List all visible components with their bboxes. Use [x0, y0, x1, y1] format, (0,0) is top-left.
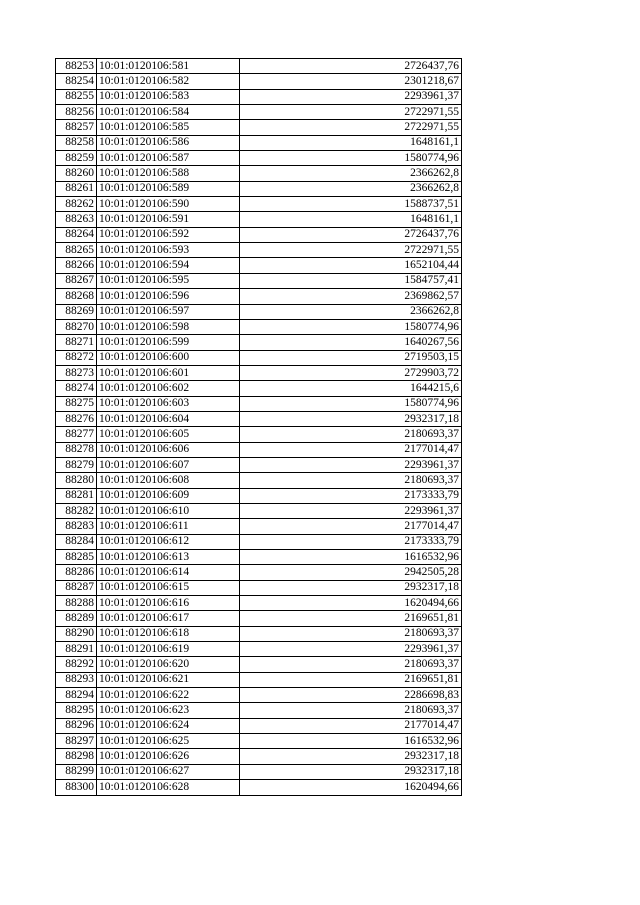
cadastral-number-cell: 10:01:0120106:596 — [97, 289, 240, 304]
row-number-cell: 88268 — [56, 289, 97, 304]
row-number-cell: 88266 — [56, 258, 97, 273]
row-number-cell: 88298 — [56, 749, 97, 764]
row-number-cell: 88279 — [56, 457, 97, 472]
value-cell: 1616532,96 — [240, 550, 462, 565]
table-row — [56, 151, 462, 166]
table-row — [56, 642, 462, 657]
cadastral-number-cell: 10:01:0120106:590 — [97, 197, 240, 212]
value-cell: 2293961,37 — [240, 642, 462, 657]
value-cell: 1620494,66 — [240, 596, 462, 611]
row-number-cell: 88269 — [56, 304, 97, 319]
table-row — [56, 243, 462, 258]
value-cell: 2293961,37 — [240, 457, 462, 472]
table-row — [56, 703, 462, 718]
value-cell: 2932317,18 — [240, 764, 462, 779]
cadastral-number-cell: 10:01:0120106:606 — [97, 442, 240, 457]
value-cell: 1640267,56 — [240, 335, 462, 350]
row-number-cell: 88286 — [56, 565, 97, 580]
table-row — [56, 396, 462, 411]
data-table — [55, 58, 462, 796]
value-cell: 2366262,8 — [240, 304, 462, 319]
cadastral-number-cell: 10:01:0120106:622 — [97, 688, 240, 703]
table-row — [56, 519, 462, 534]
value-cell: 2180693,37 — [240, 626, 462, 641]
cadastral-number-cell: 10:01:0120106:617 — [97, 611, 240, 626]
cadastral-number-cell: 10:01:0120106:588 — [97, 166, 240, 181]
value-cell: 2932317,18 — [240, 580, 462, 595]
value-cell: 2722971,55 — [240, 243, 462, 258]
table-row — [56, 764, 462, 779]
table-row — [56, 120, 462, 135]
table-row — [56, 657, 462, 672]
row-number-cell: 88275 — [56, 396, 97, 411]
cadastral-number-cell: 10:01:0120106:595 — [97, 273, 240, 288]
value-cell: 2293961,37 — [240, 503, 462, 518]
row-number-cell: 88261 — [56, 181, 97, 196]
cadastral-number-cell: 10:01:0120106:614 — [97, 565, 240, 580]
table-row — [56, 442, 462, 457]
value-cell: 2169651,81 — [240, 611, 462, 626]
value-cell: 1580774,96 — [240, 319, 462, 334]
row-number-cell: 88258 — [56, 135, 97, 150]
row-number-cell: 88282 — [56, 503, 97, 518]
row-number-cell: 88289 — [56, 611, 97, 626]
row-number-cell: 88262 — [56, 197, 97, 212]
cadastral-number-cell: 10:01:0120106:583 — [97, 89, 240, 104]
value-cell: 2932317,18 — [240, 411, 462, 426]
cadastral-number-cell: 10:01:0120106:612 — [97, 534, 240, 549]
value-cell: 1616532,96 — [240, 734, 462, 749]
value-cell: 2942505,28 — [240, 565, 462, 580]
cadastral-number-cell: 10:01:0120106:613 — [97, 550, 240, 565]
value-cell: 2180693,37 — [240, 473, 462, 488]
table-row — [56, 135, 462, 150]
value-cell: 2932317,18 — [240, 749, 462, 764]
row-number-cell: 88276 — [56, 411, 97, 426]
table-row — [56, 365, 462, 380]
table-row — [56, 59, 462, 74]
row-number-cell: 88300 — [56, 780, 97, 795]
row-number-cell: 88272 — [56, 350, 97, 365]
row-number-cell: 88274 — [56, 381, 97, 396]
row-number-cell: 88260 — [56, 166, 97, 181]
value-cell: 1644215,6 — [240, 381, 462, 396]
cadastral-number-cell: 10:01:0120106:620 — [97, 657, 240, 672]
table-row — [56, 596, 462, 611]
value-cell: 1648161,1 — [240, 212, 462, 227]
cadastral-number-cell: 10:01:0120106:627 — [97, 764, 240, 779]
cadastral-number-cell: 10:01:0120106:587 — [97, 151, 240, 166]
row-number-cell: 88257 — [56, 120, 97, 135]
row-number-cell: 88255 — [56, 89, 97, 104]
row-number-cell: 88287 — [56, 580, 97, 595]
table-row — [56, 197, 462, 212]
value-cell: 2173333,79 — [240, 488, 462, 503]
cadastral-number-cell: 10:01:0120106:611 — [97, 519, 240, 534]
cadastral-number-cell: 10:01:0120106:600 — [97, 350, 240, 365]
value-cell: 2180693,37 — [240, 657, 462, 672]
row-number-cell: 88288 — [56, 596, 97, 611]
value-cell: 1588737,51 — [240, 197, 462, 212]
row-number-cell: 88253 — [56, 59, 97, 74]
value-cell: 2173333,79 — [240, 534, 462, 549]
cadastral-number-cell: 10:01:0120106:586 — [97, 135, 240, 150]
cadastral-number-cell: 10:01:0120106:616 — [97, 596, 240, 611]
table-row — [56, 304, 462, 319]
cadastral-number-cell: 10:01:0120106:602 — [97, 381, 240, 396]
value-cell: 2286698,83 — [240, 688, 462, 703]
row-number-cell: 88270 — [56, 319, 97, 334]
table-row — [56, 611, 462, 626]
cadastral-number-cell: 10:01:0120106:623 — [97, 703, 240, 718]
cadastral-number-cell: 10:01:0120106:615 — [97, 580, 240, 595]
row-number-cell: 88264 — [56, 227, 97, 242]
table-row — [56, 672, 462, 687]
row-number-cell: 88285 — [56, 550, 97, 565]
cadastral-number-cell: 10:01:0120106:624 — [97, 718, 240, 733]
value-cell: 2726437,76 — [240, 227, 462, 242]
table-row — [56, 734, 462, 749]
table-row — [56, 565, 462, 580]
table-row — [56, 212, 462, 227]
row-number-cell: 88263 — [56, 212, 97, 227]
value-cell: 2177014,47 — [240, 442, 462, 457]
row-number-cell: 88299 — [56, 764, 97, 779]
value-cell: 2180693,37 — [240, 703, 462, 718]
value-cell: 2177014,47 — [240, 718, 462, 733]
row-number-cell: 88293 — [56, 672, 97, 687]
table-row — [56, 411, 462, 426]
cadastral-number-cell: 10:01:0120106:608 — [97, 473, 240, 488]
table-body — [56, 59, 462, 796]
table-row — [56, 457, 462, 472]
table-row — [56, 381, 462, 396]
table-row — [56, 550, 462, 565]
table-row — [56, 74, 462, 89]
cadastral-number-cell: 10:01:0120106:605 — [97, 427, 240, 442]
table-row — [56, 580, 462, 595]
table-row — [56, 273, 462, 288]
table-row — [56, 780, 462, 795]
table-row — [56, 473, 462, 488]
row-number-cell: 88280 — [56, 473, 97, 488]
cadastral-number-cell: 10:01:0120106:607 — [97, 457, 240, 472]
value-cell: 2301218,67 — [240, 74, 462, 89]
row-number-cell: 88271 — [56, 335, 97, 350]
table-row — [56, 626, 462, 641]
table-row — [56, 289, 462, 304]
table-row — [56, 227, 462, 242]
value-cell: 2722971,55 — [240, 120, 462, 135]
row-number-cell: 88284 — [56, 534, 97, 549]
cadastral-number-cell: 10:01:0120106:594 — [97, 258, 240, 273]
row-number-cell: 88254 — [56, 74, 97, 89]
cadastral-number-cell: 10:01:0120106:591 — [97, 212, 240, 227]
value-cell: 2729903,72 — [240, 365, 462, 380]
row-number-cell: 88277 — [56, 427, 97, 442]
table-row — [56, 427, 462, 442]
cadastral-number-cell: 10:01:0120106:592 — [97, 227, 240, 242]
table-row — [56, 258, 462, 273]
value-cell: 2366262,8 — [240, 166, 462, 181]
value-cell: 1652104,44 — [240, 258, 462, 273]
value-cell: 2169651,81 — [240, 672, 462, 687]
table-row — [56, 335, 462, 350]
value-cell: 2369862,57 — [240, 289, 462, 304]
table-row — [56, 534, 462, 549]
table-row — [56, 688, 462, 703]
row-number-cell: 88294 — [56, 688, 97, 703]
value-cell: 1580774,96 — [240, 151, 462, 166]
row-number-cell: 88267 — [56, 273, 97, 288]
cadastral-number-cell: 10:01:0120106:584 — [97, 105, 240, 120]
cadastral-number-cell: 10:01:0120106:626 — [97, 749, 240, 764]
row-number-cell: 88290 — [56, 626, 97, 641]
value-cell: 2177014,47 — [240, 519, 462, 534]
table-row — [56, 488, 462, 503]
cadastral-number-cell: 10:01:0120106:582 — [97, 74, 240, 89]
cadastral-number-cell: 10:01:0120106:597 — [97, 304, 240, 319]
row-number-cell: 88265 — [56, 243, 97, 258]
table-row — [56, 181, 462, 196]
row-number-cell: 88259 — [56, 151, 97, 166]
value-cell: 1580774,96 — [240, 396, 462, 411]
cadastral-number-cell: 10:01:0120106:598 — [97, 319, 240, 334]
row-number-cell: 88283 — [56, 519, 97, 534]
value-cell: 2719503,15 — [240, 350, 462, 365]
table-row — [56, 718, 462, 733]
row-number-cell: 88281 — [56, 488, 97, 503]
table-row — [56, 319, 462, 334]
table-row — [56, 503, 462, 518]
value-cell: 2366262,8 — [240, 181, 462, 196]
row-number-cell: 88291 — [56, 642, 97, 657]
value-cell: 2726437,76 — [240, 59, 462, 74]
value-cell: 1584757,41 — [240, 273, 462, 288]
cadastral-number-cell: 10:01:0120106:581 — [97, 59, 240, 74]
cadastral-number-cell: 10:01:0120106:585 — [97, 120, 240, 135]
value-cell: 1620494,66 — [240, 780, 462, 795]
cadastral-number-cell: 10:01:0120106:628 — [97, 780, 240, 795]
table-row — [56, 749, 462, 764]
cadastral-number-cell: 10:01:0120106:610 — [97, 503, 240, 518]
value-cell: 2180693,37 — [240, 427, 462, 442]
table-row — [56, 350, 462, 365]
cadastral-number-cell: 10:01:0120106:625 — [97, 734, 240, 749]
table-row — [56, 89, 462, 104]
row-number-cell: 88297 — [56, 734, 97, 749]
row-number-cell: 88292 — [56, 657, 97, 672]
table-row — [56, 166, 462, 181]
cadastral-number-cell: 10:01:0120106:621 — [97, 672, 240, 687]
cadastral-number-cell: 10:01:0120106:619 — [97, 642, 240, 657]
cadastral-number-cell: 10:01:0120106:603 — [97, 396, 240, 411]
row-number-cell: 88296 — [56, 718, 97, 733]
cadastral-number-cell: 10:01:0120106:618 — [97, 626, 240, 641]
table-row — [56, 105, 462, 120]
cadastral-number-cell: 10:01:0120106:604 — [97, 411, 240, 426]
value-cell: 2293961,37 — [240, 89, 462, 104]
value-cell: 2722971,55 — [240, 105, 462, 120]
cadastral-number-cell: 10:01:0120106:593 — [97, 243, 240, 258]
cadastral-number-cell: 10:01:0120106:601 — [97, 365, 240, 380]
value-cell: 1648161,1 — [240, 135, 462, 150]
cadastral-number-cell: 10:01:0120106:599 — [97, 335, 240, 350]
cadastral-number-cell: 10:01:0120106:589 — [97, 181, 240, 196]
cadastral-number-cell: 10:01:0120106:609 — [97, 488, 240, 503]
row-number-cell: 88278 — [56, 442, 97, 457]
row-number-cell: 88295 — [56, 703, 97, 718]
row-number-cell: 88273 — [56, 365, 97, 380]
row-number-cell: 88256 — [56, 105, 97, 120]
